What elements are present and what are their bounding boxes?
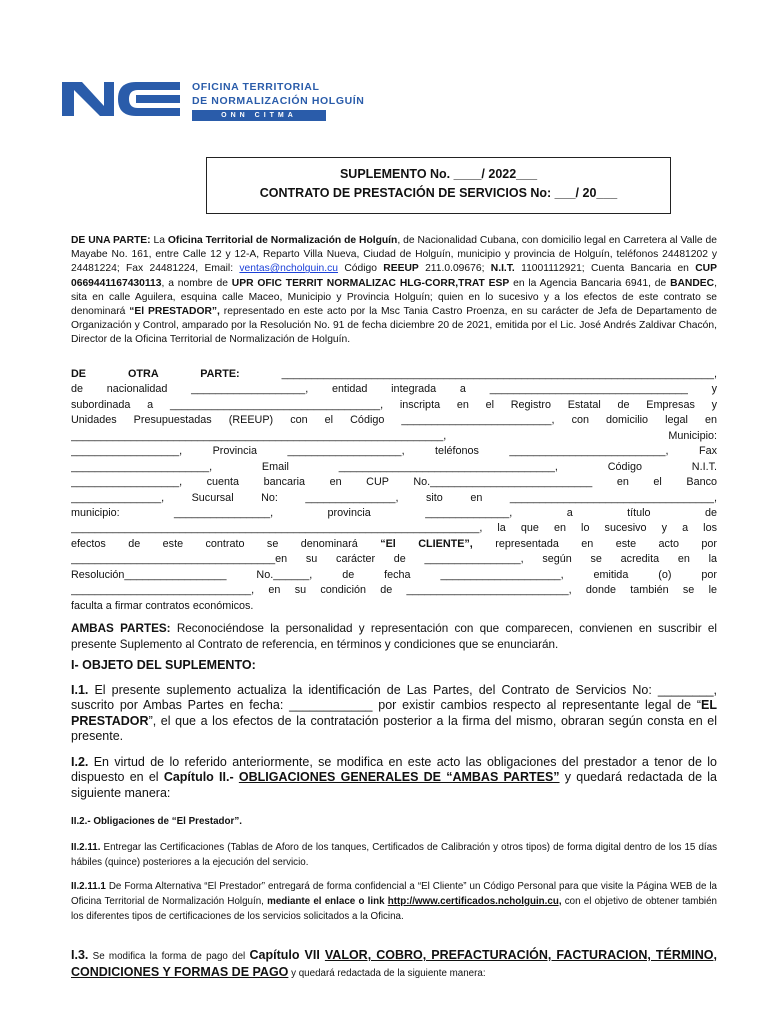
clause-i3 [71,948,717,982]
clause-number: II.2.11.1 [71,881,106,892]
text-span: ”, el que a los efectos de la contratación posterior a la firma del mismo, obraran según consta en el presente. [71,713,717,743]
obligations-heading [71,815,717,830]
chapter-ref: Capítulo VII [249,948,320,962]
text-span: 11001112921; Cuenta Bancaria en [514,263,696,275]
otra-line: ______________________________, en su condición de ___________________________, donde también se le [71,584,717,597]
account-holder: UPR OFIC TERRIT NORMALIZAC HLG-CORR,TRAT ESP [231,277,510,289]
prestador-role: “El PRESTADOR”, [129,306,220,318]
text-span: con el objetivo de obtener también los diferentes tipos de certificaciones de los servicios solicitados a la Oficina. [71,895,717,922]
text-span: En virtud de lo referido anteriormente, se modifica en este acto las obligaciones del prestador a tenor de lo dispuesto en el [71,755,717,785]
contract-title: CONTRATO DE PRESTACIÓN DE SERVICIOS No: ___/ 20___ [259,186,618,200]
otra-line: __________________________________en su carácter de ________________, según se acredita en la [71,553,717,566]
chapter-title: OBLIGACIONES GENERALES DE “AMBAS PARTES” [238,770,560,785]
clause-ii211 [71,841,717,871]
otra-line: ____________________________________________________________________, la que en lo sucesivo y a los [71,522,717,535]
clause-i1 [71,683,717,744]
otra-line: subordinada a ___________________________________, inscripta en el Registro Estatal de Empresas y [71,398,717,411]
chapter-ref: Capítulo II.- [163,770,234,785]
logo-text-line1: OFICINA TERRITORIAL [192,81,320,93]
otra-line: faculta a firmar contratos económicos. [71,599,254,612]
otra-parte-label: DE OTRA PARTE: [71,368,240,380]
text-span: La [150,235,168,246]
nc-logo-mark-icon [62,80,180,118]
section-1-heading [71,658,717,673]
section-1-title: I- OBJETO DEL SUPLEMENTO: [71,658,256,672]
text-span: Reconociéndose la personalidad y representación con que comparecen, convienen en suscribir el presente Suplemento al Contrato de referencia, en términos y condiciones que se enunciarán. [71,622,718,651]
nit-label: N.I.T. [490,263,515,275]
otra-line: _______________________, Email ____________________________________, Código N.I.T. [71,460,717,473]
logo [62,80,365,124]
clause-i2 [71,755,717,801]
text-span: representado en este acto por la Msc Tania Castro Proenza, en su carácter de Jefa de Departamento de Organización y Control, amparado por la Resolución No. 91 de fecha diciembre 20 de 2021, emitida por el Lic. José Andrés Zaldivar Chacón, Director de la Oficina Territorial de Normalización de Holguín. [71,306,718,346]
text-span: El presente suplemento actualiza la identificación de Las Partes, del Contrato de Servicios No: ________, suscrito por Ambas Partes en fecha: ____________ por existir cambios respecto al representante legal de “ [71,683,717,713]
otra-line: Resolución_________________ No.______, de fecha ____________________, emitida (o) por [71,568,717,581]
link-intro: mediante el enlace o link [267,895,385,907]
supplement-title: SUPLEMENTO No. ____/ 2022___ [339,167,538,181]
clause-ii2111 [71,880,717,924]
text-span: y quedará redactada de la siguiente manera: [288,967,486,979]
otra-line: de nacionalidad ___________________, entidad integrada a _________________________________ y [71,383,717,396]
una-parte-label: DE UNA PARTE: [71,235,151,246]
text-span: , sita en calle Aguilera, esquina calle Maceo, Municipio y Provincia Holguín; quien en lo sucesivo y a los efectos de este contrato se denominará [71,277,717,318]
title-box [206,157,671,214]
reeup-label: REEUP [383,263,419,275]
bank-name: BANDEC [670,277,715,289]
logo-text-line2: DE NORMALIZACIÓN HOLGUÍN [192,95,365,107]
clause-number: I.1. [71,683,89,697]
una-parte-paragraph [71,234,717,348]
text-span: Se modifica la forma de pago del [88,951,250,962]
text-span: representada en este acto por [472,537,717,550]
otra-line: __________________, Provincia ___________________, teléfonos __________________________, Fax [71,445,717,458]
form-blank-line: ________________________________________________________________________, [239,368,717,380]
cliente-role: “El CLIENTE”, [380,537,473,550]
otra-line: _______________, Sucursal No: _______________, sito en __________________________________, [71,491,717,504]
clause-number: I.3. [71,948,89,962]
text-span: , a nombre de [161,277,232,289]
text-span: De Forma Alternativa “El Prestador” entregará de forma confidencial a “El Cliente” un Código Personal para que visite la Página WEB de la Oficina Territorial de Normalización Holguín, [71,881,717,907]
clause-number: I.2. [71,755,89,769]
text-span: Entregar las Certificaciones (Tablas de Aforo de los tanques, Certificados de Calibración y otros tipos) de forma digital dentro de los 15 días hábiles (quince) posteriores a la ejecución del servicio. [71,842,717,868]
ambas-partes-paragraph [71,621,717,652]
text-span: efectos de este contrato se denominará [71,537,381,550]
text-span: en la Agencia Bancaria 6941, de [509,277,671,289]
otra-parte-paragraph [71,367,717,614]
otra-line: ______________________________________________________________, Municipio: [71,429,717,442]
obligations-title: II.2.- Obligaciones de “El Prestador”. [71,816,242,827]
otra-line: __________________, cuenta bancaria en CUP No.___________________________ en el Banco [71,476,717,489]
otra-line: municipio: ________________, provincia ______________, a título de [71,506,717,519]
text-span: y quedará redactada de la siguiente manera: [71,770,718,800]
text-span: 211.0.09676; [418,263,491,275]
otra-line [71,537,717,552]
text-span: , de Nacionalidad Cubana, con domicilio legal en Carretera al Valle de Mayabe No. 161, entre Calle 12 y 12-A, Reparto Villa Nueva, Ciudad de Holguín, municipio y provincia de Holguín, teléfonos 24481202 y 24481224; Fax 24481224, Email: [71,235,717,275]
otra-line: Unidades Presupuestadas (REEUP) con el Código _________________________, con domicilio legal en [71,414,717,427]
otra-line [71,367,717,382]
prestador-role: EL PRESTADOR [71,698,717,728]
text-span: Código [338,263,384,275]
ambas-partes-label: AMBAS PARTES: [71,622,171,635]
chapter-title: VALOR, COBRO, PREFACTURACIÓN, FACTURACION, TÉRMINO, CONDICIONES Y FORMAS DE PAGO [71,948,718,979]
logo-tagline: ONN CITMA [192,110,326,121]
org-name: Oficina Territorial de Normalización de Holguín [167,235,398,246]
email-link[interactable]: ventas@ncholguin.cu [239,263,339,275]
clause-number: II.2.11. [71,842,101,853]
certificados-link[interactable]: http://www.certificados.ncholguin.cu, [387,895,562,907]
bank-account: CUP 0669441167430113 [71,263,717,289]
